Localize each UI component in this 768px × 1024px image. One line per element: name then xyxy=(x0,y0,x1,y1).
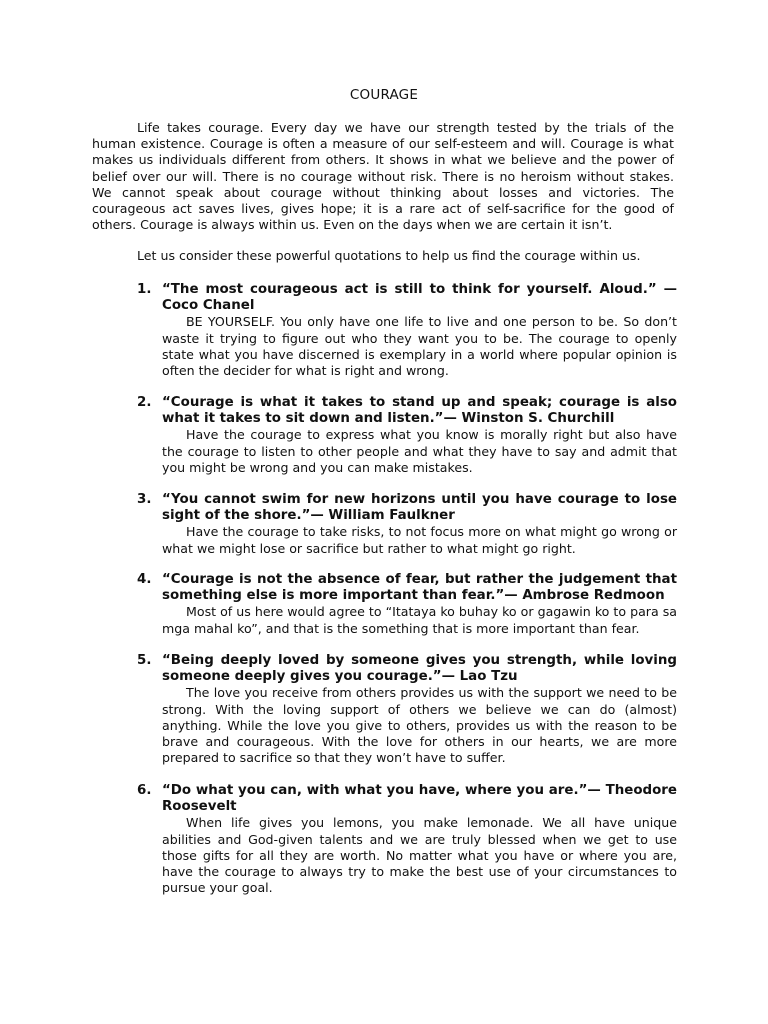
quote-text: “The most courageous act is still to think for yourself. Aloud.” — Coco Chanel xyxy=(162,282,677,314)
list-item xyxy=(137,395,677,476)
item-number: 6. xyxy=(137,783,152,798)
quote-commentary: Most of us here would agree to “Itataya ko buhay ko or gagawin ko to para sa mga mahal ko”, and that is the something that is more important than fear. xyxy=(162,604,677,636)
list-item xyxy=(137,653,677,766)
quote-text: “Courage is not the absence of fear, but rather the judgement that something else is more important than fear.”— Ambrose Redmoon xyxy=(162,572,677,604)
quote-text: “Being deeply loved by someone gives you strength, while loving someone deeply gives you courage.”— Lao Tzu xyxy=(162,653,677,685)
list-item xyxy=(137,783,677,896)
quote-commentary: Have the courage to express what you know is morally right but also have the courage to listen to other people and what they have to say and admit that you might be wrong and you can make mistakes. xyxy=(162,427,677,475)
list-item xyxy=(137,492,677,557)
quote-text: “You cannot swim for new horizons until you have courage to lose sight of the shore.”— William Faulkner xyxy=(162,492,677,524)
list-item xyxy=(137,282,677,379)
item-number: 1. xyxy=(137,282,152,297)
quote-commentary: When life gives you lemons, you make lemonade. We all have unique abilities and God-given talents and we are truly blessed when we get to use those gifts for all they are worth. No matter what you have or where you are, have the courage to always try to make the best use of your circumstances to pursue your goal. xyxy=(162,815,677,896)
lead-paragraph: Let us consider these powerful quotations to help us find the courage within us. xyxy=(137,248,641,263)
quote-commentary: The love you receive from others provides us with the support we need to be strong. With the loving support of others we believe we can do (almost) anything. While the love you give to others, provides us with the reason to be brave and courageous. With the love for others in our hearts, we are more prepared to sacrifice so that they won’t have to suffer. xyxy=(162,685,677,766)
quote-commentary: Have the courage to take risks, to not focus more on what might go wrong or what we might lose or sacrifice but rather to what might go right. xyxy=(162,524,677,556)
intro-paragraph: Life takes courage. Every day we have our strength tested by the trials of the human existence. Courage is often a measure of our self-esteem and will. Courage is what makes us individuals different from others. It shows in what we believe and the power of belief over our will. There is no courage without risk. There is no heroism without stakes. We cannot speak about courage without thinking about losses and victories. The courageous act saves lives, gives hope; it is a rare act of self-sacrifice for the good of others. Courage is always within us. Even on the days when we are certain it isn’t. xyxy=(92,120,674,233)
item-number: 5. xyxy=(137,653,152,668)
list-item xyxy=(137,572,677,637)
quote-commentary: BE YOURSELF. You only have one life to live and one person to be. So don’t waste it trying to figure out who they want you to be. The courage to openly state what you have discerned is exemplary in a world where popular opinion is often the decider for what is right and wrong. xyxy=(162,314,677,379)
item-number: 3. xyxy=(137,492,152,507)
page-title: COURAGE xyxy=(349,87,419,103)
item-number: 4. xyxy=(137,572,152,587)
quote-text: “Courage is what it takes to stand up and speak; courage is also what it takes to sit down and listen.”— Winston S. Churchill xyxy=(162,395,677,427)
quote-text: “Do what you can, with what you have, where you are.”— Theodore Roosevelt xyxy=(162,783,677,815)
item-number: 2. xyxy=(137,395,152,410)
